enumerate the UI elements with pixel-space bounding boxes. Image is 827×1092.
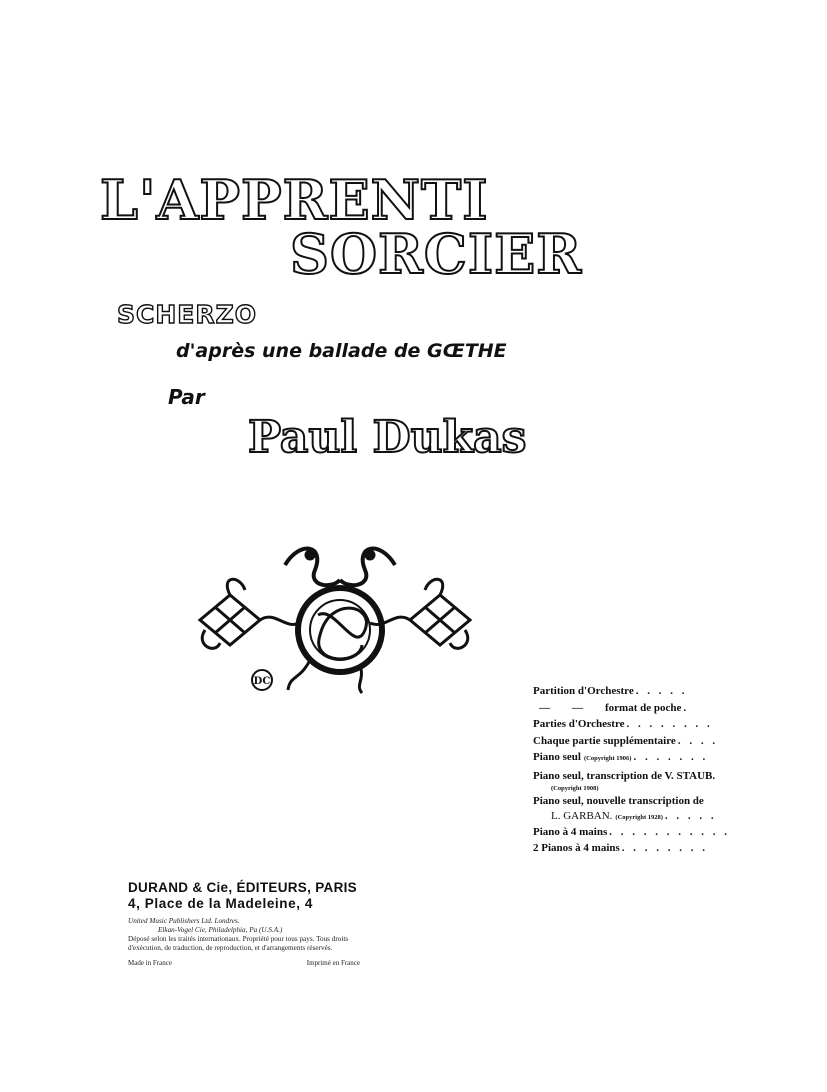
list-item: Piano seul, nouvelle transcription de [533,795,704,807]
by-label: Par [168,385,205,409]
publisher-notice [128,917,368,953]
print-footer [128,959,360,967]
composer-name: Paul Dukas [248,412,527,463]
celtic-knot-ornament-icon [190,535,480,695]
list-item: — — format de poche . [539,701,690,714]
list-item: Piano à 4 mains . . . . . . . . . . . [533,825,731,838]
agent-philadelphia: Elkan-Vogel Cie, Philadelphia, Pa (U.S.A.) [158,926,283,934]
list-item: Parties d'Orchestre . . . . . . . . [533,718,713,730]
publisher-name: DURAND & Cie, ÉDITEURS, PARIS [128,880,357,895]
publisher-address: 4, Place de la Madeleine, 4 [128,896,314,911]
title-line-1: L'APPRENTI [100,168,489,232]
list-item: (Copyright 1908) [551,785,599,792]
publisher-monogram: DC [253,676,271,687]
list-item: Piano seul (Copyright 1906) . . . . . . . [533,751,709,763]
rights-notice: Déposé selon les traités internationaux. Propriété pour tous pays. Tous droits d'exécution, de traduction, de reproduction, et d'arrangements réservés. [128,935,349,952]
list-item: L. GARBAN. (Copyright 1928) . . . . . [551,809,717,822]
genre-label: SCHERZO [117,300,257,329]
made-in: Made in France [128,959,172,967]
title-line-2: SORCIER [290,222,583,286]
list-item: Piano seul, transcription de V. STAUB. [533,769,716,782]
subtitle: d'après une ballade de GŒTHE [176,340,507,362]
printed-in: Imprimé en France [306,959,360,967]
agent-london: United Music Publishers Ltd. Londres. [128,917,240,925]
editions-list [533,683,763,857]
list-item: Chaque partie supplémentaire . . . . [533,734,719,747]
list-item: Partition d'Orchestre . . . . . [533,685,688,697]
list-item: 2 Pianos à 4 mains . . . . . . . . [533,842,709,854]
publisher-block [128,880,368,967]
